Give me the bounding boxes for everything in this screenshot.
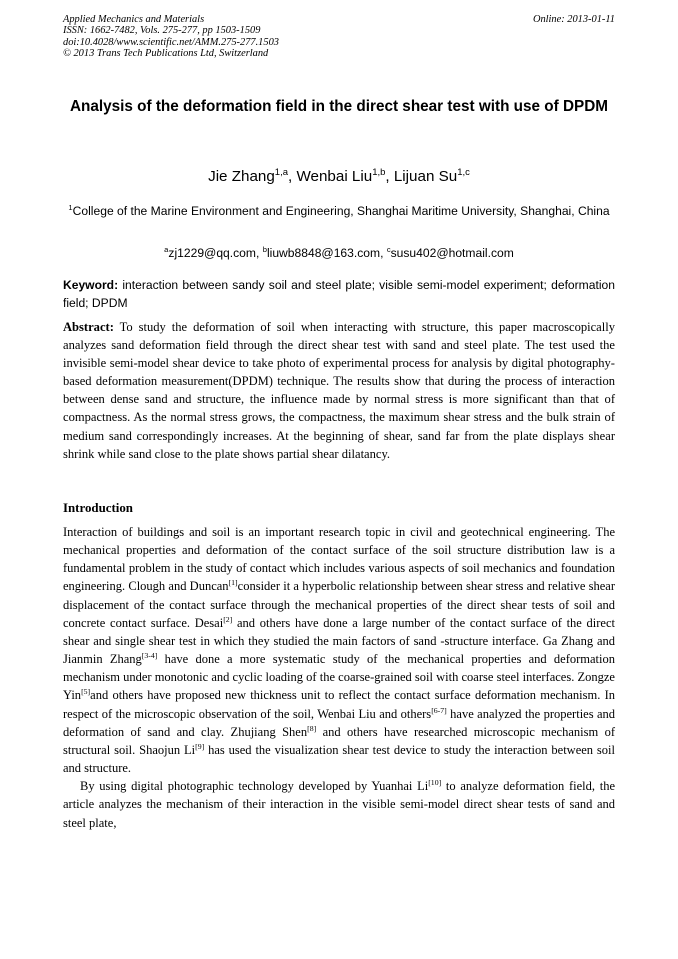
- email-mark: a: [164, 245, 169, 254]
- citation[interactable]: [6-7]: [431, 705, 447, 715]
- author-name: Lijuan Su: [393, 168, 458, 185]
- author-affiliation-mark: 1,a: [274, 167, 289, 178]
- text-run: and others have researched microscopic mechanism of structural soil. Shaojun Li: [63, 724, 615, 757]
- affiliation-mark: 1: [68, 203, 73, 212]
- journal-copyright: © 2013 Trans Tech Publications Ltd, Switzerland: [63, 47, 269, 59]
- email-address[interactable]: susu402@hotmail.com: [390, 246, 514, 260]
- keyword-paragraph: [63, 277, 615, 312]
- author-affiliation-mark: 1,c: [457, 167, 470, 178]
- citation[interactable]: [1]: [228, 578, 238, 588]
- text-run: to analyze deformation field, the article analyzes the mechanism of their interaction in the visible semi-model direct shear tests of sand and steel plate,: [63, 779, 615, 830]
- author-name: Jie Zhang: [208, 168, 275, 185]
- text-run: and others have done a large number of the contact surface of the direct shear and single shear test in which they studied the main factors of sand -structure interface. Ga Zhang and Jianmin Zhang: [63, 615, 615, 667]
- affiliation: [63, 203, 615, 221]
- author-list: Jie Zhang$^{1,a}$, Wenbai Liu$^{1,b}$, Lijuan Su$^{1,c}$: [208, 167, 470, 185]
- online-date: Online: 2013-01-11: [532, 14, 615, 25]
- citation[interactable]: [8]: [307, 723, 317, 733]
- text-run: has used the visualization shear test device to study the interaction between soil and structure.: [63, 742, 615, 776]
- abstract-paragraph: [63, 318, 615, 463]
- citation[interactable]: [2]: [223, 614, 233, 624]
- email-address[interactable]: zj1229@qq.com: [168, 246, 256, 260]
- text-run: Interaction of buildings and soil is an important research topic in civil and geotechnical engineering. The mechanical properties and deformation of the contact surface of the soil structure distribution law is a fundamental problem in the study of contact which includes various aspects of soil mechanics and foundation engineering. Clough and Duncan: [63, 525, 615, 594]
- abstract-text: To study the deformation of soil when interacting with structure, this paper macroscopically analyzes sand deformation field through the direct shear test with sand and steel plate. The test used the invisible semi-model shear device to take photo of experimental process for analysis by digital photography-based deformation measurement(DPDM) technique. The results show that during the process of interaction between dense sand and structure, the influence made by normal stress is more significant than that of compactness. As the normal stress grows, the compactness, the maximum shear stress and the bulk strain of medium sand correspondingly increases. At the beginning of shear, sand far from the plate displays shear shrink while sand close to the plate shows partial shear dilatancy.: [63, 320, 615, 461]
- email-mark: c: [386, 245, 391, 254]
- text-run: consider it a hyperbolic relationship between shear stress and relative shear displacement of the contact surface through the mechanical properties of the direct shear tests of soil and concrete contact surface. Desai: [63, 579, 615, 630]
- email-list: $^a$zj1229@qq.com, $^b$liuwb8848@163.com, $^c$susu402@hotmail.com: [164, 245, 514, 260]
- journal-header: [63, 14, 279, 59]
- keyword-label: Keyword:: [63, 278, 119, 292]
- text-run: have done a more systematic study of the mechanical properties and deformation mechanism under monotonic and cyclic loading of the coarse-grained soil with coarse steel interfaces. Zongze Yin: [63, 652, 615, 703]
- text-run: and others have proposed new thickness unit to reflect the contact surface deformation mechanism. In respect of the microscopic observation of the soil, Wenbai Liu and others: [63, 688, 615, 721]
- journal-name: Applied Mechanics and Materials: [63, 14, 205, 25]
- author-affiliation-mark: 1,b: [372, 167, 386, 178]
- citation[interactable]: [5]: [81, 687, 91, 697]
- citation[interactable]: [3-4]: [141, 651, 158, 661]
- introduction-body: [63, 523, 615, 832]
- section-heading: Introduction: [63, 501, 133, 515]
- email-mark: b: [262, 245, 267, 254]
- abstract-label: Abstract:: [63, 320, 114, 334]
- keyword-text: interaction between sandy soil and steel plate; visible semi-model experiment; deformation field; DPDM: [63, 278, 615, 310]
- text-run: have analyzed the properties and deformation of sand and clay. Zhujiang Shen: [63, 706, 616, 739]
- text-run: By using digital photographic technology developed by Yuanhai Li: [80, 779, 429, 794]
- intro-paragraph: [63, 523, 615, 777]
- journal-doi[interactable]: doi:10.4028/www.scientific.net/AMM.275-277.1503: [63, 36, 279, 48]
- paper-title: Analysis of the deformation field in the direct shear test with use of DPDM: [69, 98, 609, 115]
- affiliation-text: College of the Marine Environment and Engineering, Shanghai Maritime University, Shanghai, China: [72, 204, 610, 218]
- email-address[interactable]: liuwb8848@163.com: [266, 246, 381, 260]
- citation[interactable]: [9]: [195, 741, 205, 751]
- intro-paragraph: [63, 777, 615, 831]
- author-name: Wenbai Liu: [296, 168, 373, 185]
- journal-issn: ISSN: 1662-7482, Vols. 275-277, pp 1503-1509: [63, 25, 261, 37]
- citation[interactable]: [10]: [428, 778, 442, 788]
